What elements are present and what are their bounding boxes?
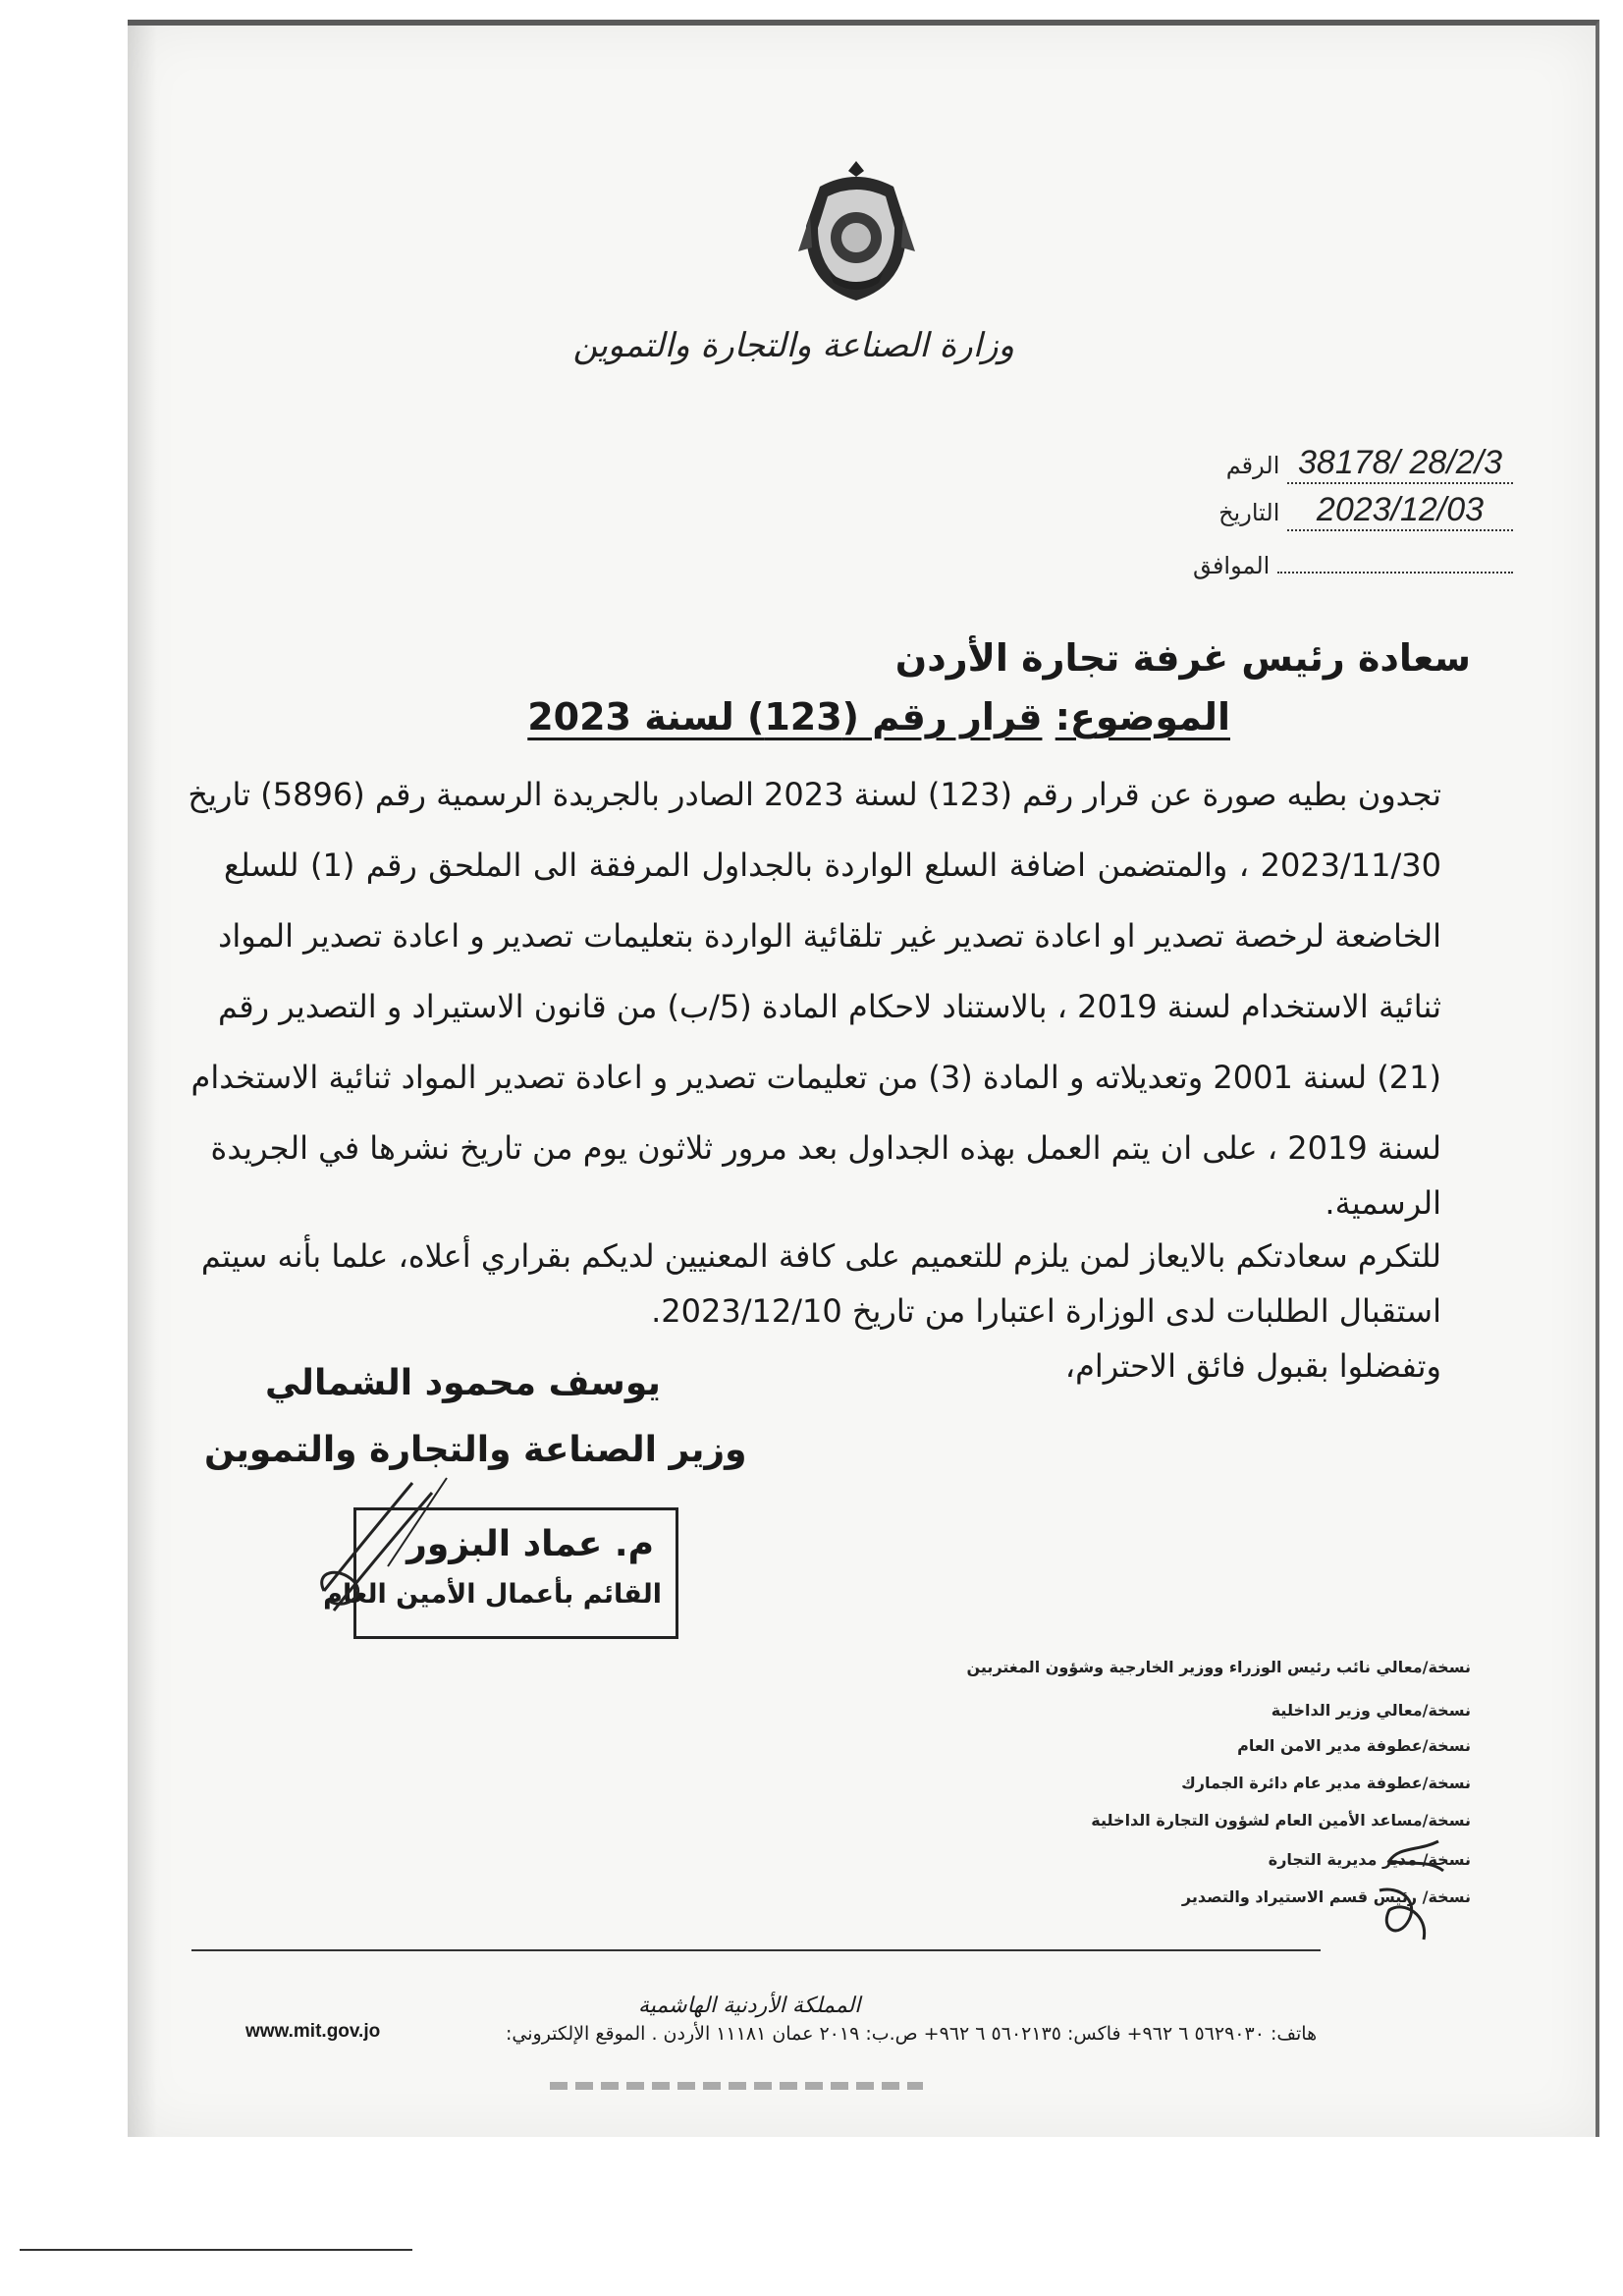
reference-date-row bbox=[1211, 491, 1513, 531]
stamp-name: م. عماد البزور bbox=[406, 1524, 654, 1564]
stamp-title: القائم بأعمال الأمين العام bbox=[323, 1579, 662, 1610]
reference-hijri-row bbox=[1192, 542, 1513, 579]
signatory-name: يوسف محمود الشمالي bbox=[265, 1363, 661, 1403]
cc-line-2: نسخة/معالي وزير الداخلية bbox=[1271, 1701, 1471, 1720]
reference-date-label: التاريخ bbox=[1218, 499, 1280, 526]
body-line-9: استقبال الطلبات لدى الوزارة اعتبارا من تاريخ 2023/12/10. bbox=[651, 1292, 1441, 1330]
cc-line-3: نسخة/عطوفة مدير الامن العام bbox=[1237, 1736, 1471, 1755]
body-line-6: لسنة 2019 ، على ان يتم العمل بهذه الجداول بعد مرور ثلاثون يوم من تاريخ نشرها في الجريدة bbox=[210, 1129, 1441, 1167]
handwritten-signature-icon bbox=[295, 1473, 471, 1620]
footer-rule bbox=[191, 1949, 1321, 1951]
body-line-3: الخاضعة لرخصة تصدير او اعادة تصدير غير تلقائية الواردة بتعليمات تصدير و اعادة تصدير المواد bbox=[218, 917, 1441, 955]
reference-number-value: 38178/ 28/2/3 bbox=[1287, 444, 1513, 484]
reference-number-label: الرقم bbox=[1225, 452, 1280, 479]
reference-hijri-value bbox=[1277, 542, 1513, 574]
body-line-8: للتكرم سعادتكم بالايعاز لمن يلزم للتعميم على كافة المعنيين لديكم بقراري أعلاه، علما بأنه سيتم bbox=[200, 1237, 1441, 1275]
handwritten-initials-icon bbox=[1360, 1831, 1458, 1959]
body-line-2: 2023/11/30 ، والمتضمن اضافة السلع الواردة بالجداول المرفقة الى الملحق رقم (1) للسلع bbox=[224, 847, 1442, 884]
body-line-5: (21) لسنة 2001 وتعديلاته و المادة (3) من تعليمات تصدير و اعادة تصدير المواد ثنائية الاستخدام bbox=[190, 1059, 1441, 1096]
cc-line-7: نسخة/ رئيس قسم الاستيراد والتصدير bbox=[1181, 1887, 1471, 1906]
closing-line: وتفضلوا بقبول فائق الاحترام، bbox=[1064, 1347, 1441, 1385]
ministry-name: وزارة الصناعة والتجارة والتموين bbox=[572, 326, 1014, 365]
footer-contact: هاتف: ٥٦٢٩٠٣٠ ٦ ٩٦٢+ فاكس: ٥٦٠٢١٣٥ ٦ ٩٦٢+ ص.ب: ٢٠١٩ عمان ١١١٨١ الأردن . الموقع الإلكتروني: bbox=[506, 2023, 1318, 2045]
subject-line bbox=[527, 695, 1230, 738]
signatory-title: وزير الصناعة والتجارة والتموين bbox=[204, 1430, 747, 1470]
reference-hijri-label: الموافق bbox=[1192, 552, 1271, 579]
subject-text: قرار رقم (123) لسنة 2023 bbox=[527, 695, 1043, 738]
footer-website: www.mit.gov.jo bbox=[245, 2021, 381, 2042]
subject-label: الموضوع: bbox=[1055, 695, 1230, 738]
body-line-4: ثنائية الاستخدام لسنة 2019 ، بالاستناد لاحكام المادة (5/ب) من قانون الاستيراد و التصدير رقم bbox=[218, 988, 1441, 1025]
addressee: سعادة رئيس غرفة تجارة الأردن bbox=[894, 636, 1471, 680]
cc-line-1: نسخة/معالي نائب رئيس الوزراء ووزير الخارجية وشؤون المغتربين bbox=[966, 1658, 1471, 1676]
footer-cut-text bbox=[550, 2082, 923, 2090]
jordan-coat-of-arms-icon bbox=[790, 157, 923, 304]
cc-line-5: نسخة/مساعد الأمين العام لشؤون التجارة الداخلية bbox=[1091, 1811, 1471, 1830]
scan-edge-shadow bbox=[128, 26, 157, 2137]
body-line-7: الرسمية. bbox=[1325, 1184, 1441, 1222]
cc-line-6: نسخة/ مدير مديرية التجارة bbox=[1268, 1850, 1471, 1869]
footer-country: المملكة الأردنية الهاشمية bbox=[638, 1994, 861, 2018]
scan-bottom-edge bbox=[20, 2249, 412, 2251]
cc-line-4: نسخة/عطوفة مدير عام دائرة الجمارك bbox=[1181, 1774, 1471, 1792]
body-line-1: تجدون بطيه صورة عن قرار رقم (123) لسنة 2023 الصادر بالجريدة الرسمية رقم (5896) تاريخ bbox=[188, 776, 1441, 813]
reference-date-value: 2023/12/03 bbox=[1287, 491, 1513, 531]
reference-number-row bbox=[1211, 444, 1513, 484]
